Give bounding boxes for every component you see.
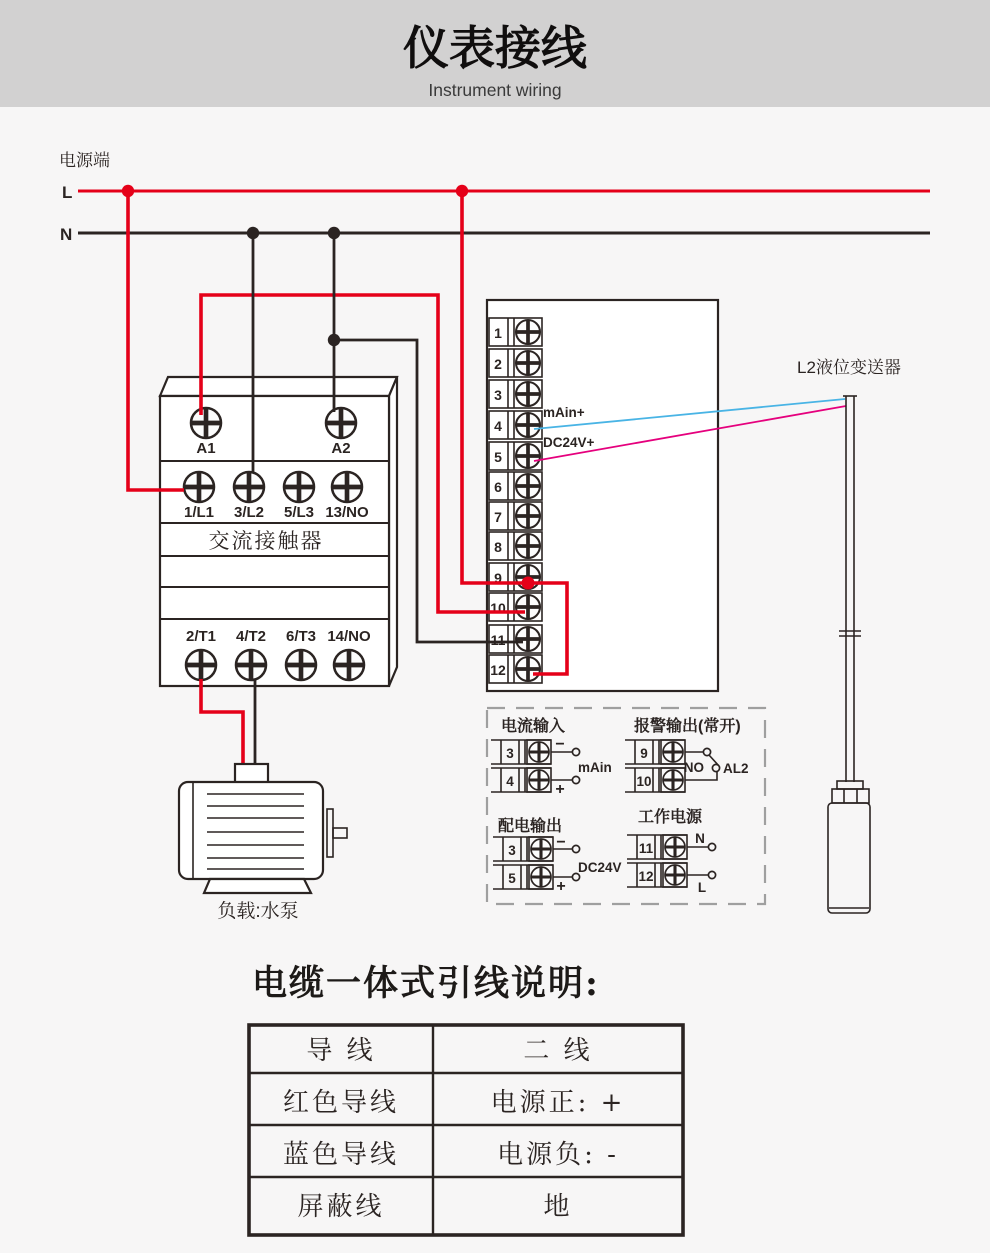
motor-base xyxy=(204,879,311,893)
screw-terminal-icon xyxy=(186,650,216,680)
svg-text:7: 7 xyxy=(494,509,502,525)
screw-terminal-icon xyxy=(531,867,551,887)
screw-terminal-icon xyxy=(516,595,540,619)
screw-terminal-icon xyxy=(516,351,540,375)
svg-text:4: 4 xyxy=(506,774,514,789)
power-section-label: 电源端 xyxy=(59,151,110,170)
line-terminal-label: 3/L2 xyxy=(233,504,265,521)
contact-point-icon xyxy=(572,748,579,755)
terminal5-label: DC24V+ xyxy=(543,435,595,450)
table-title: 电缆一体式引线说明: xyxy=(252,963,600,1004)
screw-terminal-icon xyxy=(286,650,316,680)
junction-dot xyxy=(328,334,340,346)
probe-body xyxy=(828,803,870,913)
terminal-detail-callouts xyxy=(487,708,765,904)
svg-text:3: 3 xyxy=(506,746,514,761)
table-cell: 导 线 xyxy=(306,1036,376,1066)
table-cell: 电源负: - xyxy=(497,1140,619,1170)
load-terminal-label: 6/T3 xyxy=(285,628,317,645)
svg-text:9: 9 xyxy=(494,570,502,586)
svg-text:4: 4 xyxy=(494,418,502,434)
motor-terminal-box xyxy=(235,764,268,783)
table-cell: 电源正: + xyxy=(490,1088,626,1118)
svg-text:10: 10 xyxy=(490,600,506,616)
table-cell: 地 xyxy=(543,1192,573,1222)
probe-hex-nut xyxy=(832,789,869,803)
junction-dot xyxy=(456,185,468,197)
motor-fins xyxy=(207,794,304,869)
screw-terminal-icon xyxy=(516,657,540,681)
header xyxy=(0,0,990,107)
svg-text:5: 5 xyxy=(494,449,502,465)
table-cell: 屏蔽线 xyxy=(297,1192,385,1222)
motor-flange xyxy=(327,809,333,857)
mini-terminal-row xyxy=(491,768,551,792)
screw-terminal-icon xyxy=(665,837,685,857)
coil-terminal-label: A2 xyxy=(331,440,351,457)
svg-text:10: 10 xyxy=(636,774,652,789)
line-terminal-label: 1/L1 xyxy=(183,504,215,521)
contact-point-icon xyxy=(708,843,715,850)
screw-terminal-icon xyxy=(284,472,314,502)
screw-terminal-icon xyxy=(332,472,362,502)
mini-terminal-row xyxy=(625,740,685,764)
motor-pump xyxy=(179,764,347,922)
svg-text:12: 12 xyxy=(638,869,654,884)
table-cell: 二 线 xyxy=(523,1036,593,1066)
polarity-sign: − xyxy=(555,736,565,753)
svg-text:3: 3 xyxy=(494,387,502,403)
svg-text:11: 11 xyxy=(490,632,506,648)
svg-text:8: 8 xyxy=(494,539,502,555)
signal-label: mAin xyxy=(578,760,612,775)
line-terminal-label: 5/L3 xyxy=(283,504,315,521)
polarity-sign: + xyxy=(555,781,565,798)
contactor-title: 交流接触器 xyxy=(208,530,324,553)
junction-dot xyxy=(122,185,134,197)
terminal4-label: mAin+ xyxy=(543,405,585,420)
polarity-sign: N xyxy=(695,831,705,846)
callout-title: 配电输出 xyxy=(498,818,563,835)
screw-terminal-icon xyxy=(516,474,540,498)
svg-text:12: 12 xyxy=(490,662,506,678)
2T1-to-motor-wire xyxy=(201,679,243,772)
callout-dist-output xyxy=(493,816,622,895)
junction-dot xyxy=(247,227,259,239)
table-cell: 红色导线 xyxy=(282,1088,400,1118)
svg-text:6: 6 xyxy=(494,479,502,495)
no-label: NO xyxy=(683,760,704,775)
screw-terminal-icon xyxy=(516,504,540,528)
mini-terminal-row xyxy=(625,768,685,792)
svg-text:5: 5 xyxy=(508,871,516,886)
screw-terminal-icon xyxy=(184,472,214,502)
instrument-box xyxy=(487,300,718,691)
contactor-side-face xyxy=(389,377,397,686)
contactor-top-face xyxy=(160,377,397,396)
junction-dot xyxy=(328,227,340,239)
page-title: 仪表接线 xyxy=(403,22,587,74)
screw-terminal-icon xyxy=(334,650,364,680)
screw-terminal-icon xyxy=(236,650,266,680)
live-label: L xyxy=(62,183,73,202)
screw-terminal-icon xyxy=(326,408,356,438)
neutral-label: N xyxy=(60,225,73,244)
signal-label: DC24V xyxy=(578,860,622,875)
callout-title: 报警输出(常开) xyxy=(634,718,741,735)
callout-title: 工作电源 xyxy=(638,809,703,826)
transmitter-label: L2液位变送器 xyxy=(797,358,901,377)
screw-terminal-icon xyxy=(529,742,549,762)
screw-terminal-icon xyxy=(191,408,221,438)
screw-terminal-icon xyxy=(529,770,549,790)
screw-terminal-icon xyxy=(234,472,264,502)
contact-point-icon xyxy=(712,764,719,771)
screw-terminal-icon xyxy=(516,320,540,344)
motor-shaft xyxy=(333,828,347,838)
mini-terminal-row xyxy=(493,837,553,861)
callout-title: 电流输入 xyxy=(501,718,566,735)
mini-terminal-row xyxy=(491,740,551,764)
load-terminal-label: 4/T2 xyxy=(235,628,267,645)
probe-cap xyxy=(837,781,863,789)
page-subtitle: Instrument wiring xyxy=(428,80,562,100)
screw-terminal-icon xyxy=(516,382,540,406)
contact-point-icon xyxy=(572,776,579,783)
contact-point-icon xyxy=(708,871,715,878)
callout-working-power xyxy=(627,807,716,895)
screw-terminal-icon xyxy=(516,627,540,651)
mini-terminal-row xyxy=(627,835,687,859)
screw-terminal-icon xyxy=(663,742,683,762)
screw-terminal-icon xyxy=(516,534,540,558)
motor-body xyxy=(179,782,323,879)
screw-terminal-icon xyxy=(516,444,540,468)
load-label: 负载:水泵 xyxy=(217,901,299,922)
screw-terminal-icon xyxy=(665,865,685,885)
mini-terminal-row xyxy=(493,865,553,889)
cable-lead-table-section xyxy=(249,963,683,1235)
polarity-sign: + xyxy=(556,878,566,895)
svg-text:9: 9 xyxy=(640,746,648,761)
load-terminal-label: 2/T1 xyxy=(185,628,217,645)
level-transmitter xyxy=(797,358,901,913)
coil-terminal-label: A1 xyxy=(196,440,216,457)
junction-dot xyxy=(522,577,535,590)
svg-text:2: 2 xyxy=(494,356,502,372)
table-cell: 蓝色导线 xyxy=(282,1140,400,1170)
contact-point-icon xyxy=(572,845,579,852)
screw-terminal-icon xyxy=(663,770,683,790)
ac-contactor xyxy=(160,377,397,686)
load-terminal-label: 14/NO xyxy=(327,628,371,645)
screw-terminal-icon xyxy=(531,839,551,859)
polarity-sign: − xyxy=(556,834,566,851)
callout-alarm-output xyxy=(625,716,749,792)
alarm-label: AL2 xyxy=(723,761,749,776)
contact-point-icon xyxy=(703,748,710,755)
polarity-sign: L xyxy=(697,880,707,895)
screw-terminal-icon xyxy=(516,413,540,437)
svg-text:1: 1 xyxy=(494,325,502,341)
mini-terminal-row xyxy=(627,863,687,887)
svg-text:3: 3 xyxy=(508,843,516,858)
svg-text:11: 11 xyxy=(638,841,654,856)
power-rails xyxy=(59,151,930,244)
callout-current-input xyxy=(491,716,612,798)
line-terminal-label: 13/NO xyxy=(325,504,369,521)
